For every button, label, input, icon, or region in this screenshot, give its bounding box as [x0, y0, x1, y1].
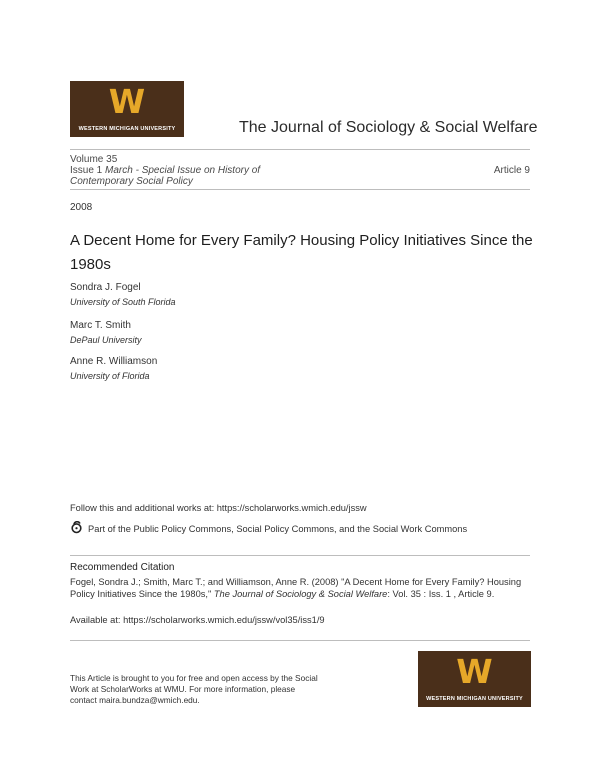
author-name[interactable]: Anne R. Williamson: [70, 356, 158, 367]
social-work-commons-link[interactable]: Social Work Commons: [372, 524, 468, 534]
divider: [70, 189, 530, 190]
divider: [70, 555, 530, 556]
follow-text: Follow this and additional works at:: [70, 503, 217, 513]
volume-link[interactable]: Volume 35: [70, 154, 118, 165]
university-logo: [70, 81, 184, 137]
follow-link[interactable]: https://scholarworks.wmich.edu/jssw: [216, 503, 367, 513]
author-name[interactable]: Marc T. Smith: [70, 320, 131, 331]
logo-w-icon: W: [456, 652, 493, 691]
author-affiliation: University of Florida: [70, 371, 150, 381]
publication-year: 2008: [70, 202, 93, 213]
part-of-prefix: Part of the: [88, 524, 134, 534]
separator: , and the: [333, 524, 373, 534]
public-policy-commons-link[interactable]: Public Policy Commons: [133, 524, 232, 534]
contact-email-link[interactable]: maira.bundza@wmich.edu: [99, 695, 198, 705]
part-of-line: [88, 524, 467, 534]
citation-part2: : Vol. 35 : Iss. 1 , Article 9.: [387, 589, 495, 599]
footer-text: [70, 673, 320, 706]
recommended-citation-heading: Recommended Citation: [70, 562, 175, 573]
university-logo-bottom[interactable]: [418, 651, 531, 707]
available-link[interactable]: https://scholarworks.wmich.edu/jssw/vol35/iss1/9: [123, 615, 325, 625]
citation-journal: The Journal of Sociology & Social Welfare: [213, 589, 388, 599]
divider: [70, 149, 530, 150]
article-number[interactable]: Article 9: [493, 165, 530, 176]
available-prefix: Available at:: [70, 615, 124, 625]
author-name[interactable]: Sondra J. Fogel: [70, 282, 141, 293]
follow-line: [70, 503, 367, 513]
separator: ,: [231, 524, 237, 534]
issue-number: Issue 1: [70, 165, 103, 176]
issue-info[interactable]: [70, 165, 320, 187]
author-affiliation: University of South Florida: [70, 297, 176, 307]
social-policy-commons-link[interactable]: Social Policy Commons: [236, 524, 334, 534]
logo-university-name: WESTERN MICHIGAN UNIVERSITY: [78, 126, 176, 132]
logo-university-name: WESTERN MICHIGAN UNIVERSITY: [426, 696, 523, 702]
logo-w-icon: W: [108, 82, 146, 121]
journal-title[interactable]: The Journal of Sociology & Social Welfare: [239, 119, 538, 136]
author-affiliation: DePaul University: [70, 335, 142, 345]
citation-text: [70, 576, 530, 600]
open-access-icon: [70, 521, 83, 537]
article-title: A Decent Home for Every Family? Housing Policy Initiatives Since the 1980s: [70, 232, 533, 273]
divider: [70, 640, 530, 641]
available-line: [70, 615, 325, 625]
footer-end: .: [197, 695, 200, 705]
footer-body: This Article is brought to you for free and open access by the Social Work at ScholarWorks at WMU. For more information, please contact: [70, 673, 318, 705]
issue-title: March - Special Issue on History of Contemporary Social Policy: [70, 165, 261, 187]
citation-part1: Fogel, Sondra J.; Smith, Marc T.; and Williamson, Anne R. (2008) "A Decent Home for Every Family? Housing Policy Initiatives Since the 1980s,": [70, 577, 522, 599]
